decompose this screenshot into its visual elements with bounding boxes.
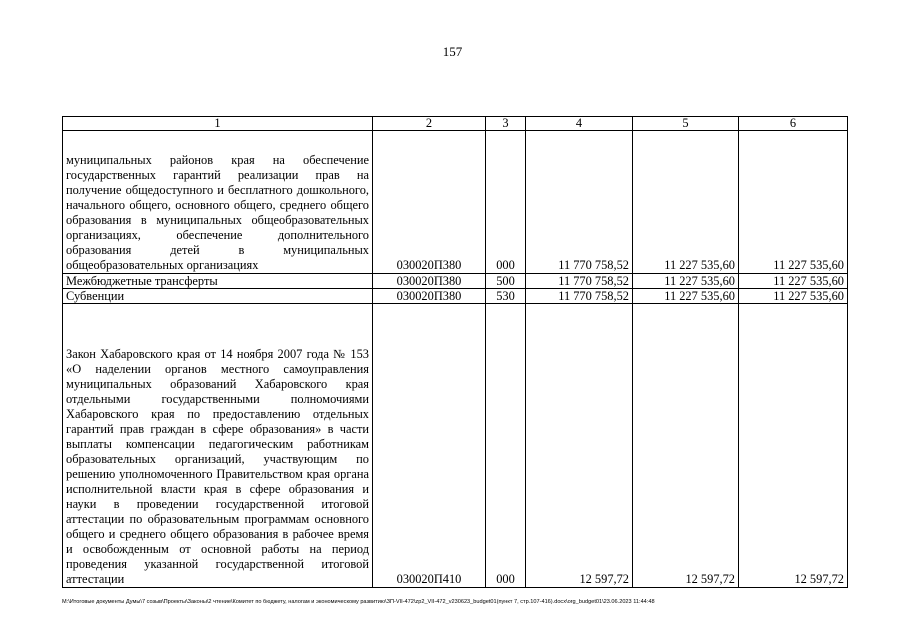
row-name-cell: Закон Хабаровского края от 14 ноября 2007 года № 153 «О наделении органов местного самоуправления муниципальных образований Хабаровского края отдельными государственными полномочиями Хабаровского края по предоставлению отдельных гарантий прав граждан в сфере образования» в части выплаты компенсации педагогическим работникам образовательных организаций, участвующим по решению уполномоченного Правительством края органа исполнительной власти края в сфере образования и науки в проведении государственной итоговой аттестации по образовательным программам основного общего и среднего общего образования в рабочее время и освобожденным от основной работы на период проведения указанной государственной итоговой аттестации [63, 304, 373, 588]
row-name-cell: муниципальных районов края на обеспечение государственных гарантий реализации прав на получение общедоступного и бесплатного дошкольного, начального общего, основного общего, среднего общего образования в муниципальных общеобразовательных организациях, обеспечение дополнительного образования детей в муниципальных общеобразовательных организациях [63, 131, 373, 274]
page-number: 157 [442, 44, 463, 59]
target-article-cell: 030020П380 [373, 274, 486, 289]
table-header-row [63, 117, 848, 131]
table-row [63, 304, 848, 588]
row-name-cell: Субвенции [63, 289, 373, 304]
amount-cell-col4: 12 597,72 [526, 304, 633, 588]
amount-cell-col6: 12 597,72 [739, 304, 848, 588]
table-row [63, 289, 848, 304]
amount-cell-col6: 11 227 535,60 [739, 131, 848, 274]
row-name-cell: Межбюджетные трансферты [63, 274, 373, 289]
amount-cell-col5: 11 227 535,60 [633, 274, 739, 289]
column-header-3: 3 [486, 117, 526, 131]
target-article-cell: 030020П380 [373, 131, 486, 274]
column-header-1: 1 [63, 117, 373, 131]
column-header-5: 5 [633, 117, 739, 131]
expense-type-cell: 530 [486, 289, 526, 304]
amount-cell-col4: 11 770 758,52 [526, 274, 633, 289]
amount-cell-col4: 11 770 758,52 [526, 289, 633, 304]
amount-cell-col5: 11 227 535,60 [633, 289, 739, 304]
expense-type-cell: 000 [486, 304, 526, 588]
expense-type-cell: 500 [486, 274, 526, 289]
target-article-cell: 030020П410 [373, 304, 486, 588]
amount-cell-col4: 11 770 758,52 [526, 131, 633, 274]
expense-type-cell: 000 [486, 131, 526, 274]
column-header-2: 2 [373, 117, 486, 131]
amount-cell-col6: 11 227 535,60 [739, 289, 848, 304]
table-row [63, 131, 848, 274]
column-header-6: 6 [739, 117, 848, 131]
amount-cell-col5: 12 597,72 [633, 304, 739, 588]
amount-cell-col6: 11 227 535,60 [739, 274, 848, 289]
target-article-cell: 030020П380 [373, 289, 486, 304]
budget-table [62, 116, 848, 588]
column-header-4: 4 [526, 117, 633, 131]
table-row [63, 274, 848, 289]
amount-cell-col5: 11 227 535,60 [633, 131, 739, 274]
document-file-path: M:\Итоговые документы Думы\7 созыв\Проекты\Законы\2 чтение\Комитет по бюджету, налогам и экономическому развитию\ЗП-VII-472\zp2_VII-472_v230623_budget01(пункт 7, стр.107-416).docx\org_budget01\23.06.2023 11:44:48 [62, 599, 655, 605]
